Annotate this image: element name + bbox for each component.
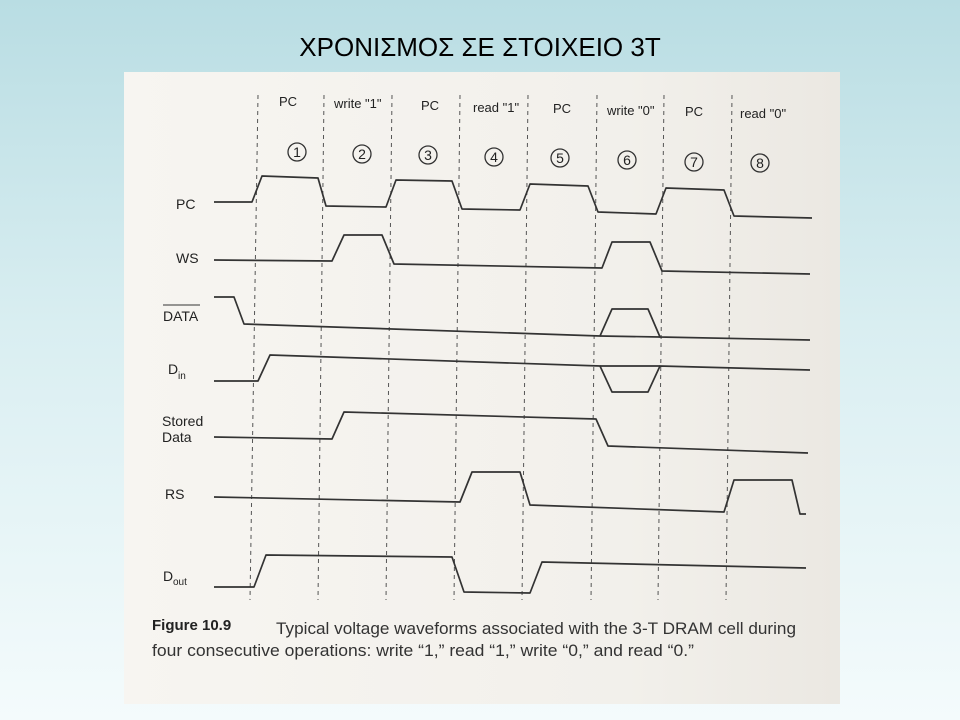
phase-op-label: read "1" bbox=[473, 100, 520, 115]
svg-text:2: 2 bbox=[358, 146, 366, 162]
phase-number bbox=[551, 149, 569, 167]
phase-line bbox=[658, 95, 664, 600]
svg-text:out: out bbox=[173, 577, 187, 588]
svg-text:DATA: DATA bbox=[163, 308, 199, 324]
phase-number bbox=[751, 154, 769, 172]
phase-line bbox=[250, 95, 258, 600]
phase-number bbox=[353, 145, 371, 163]
phase-op-label: PC bbox=[279, 94, 298, 109]
phase-line bbox=[318, 95, 324, 600]
phase-line bbox=[454, 95, 460, 600]
phase-grid bbox=[250, 95, 732, 600]
waveform-data-complement bbox=[600, 336, 660, 337]
phase-number bbox=[288, 143, 306, 161]
svg-text:in: in bbox=[178, 371, 186, 382]
signal-label-data bbox=[163, 305, 200, 324]
phase-number bbox=[685, 153, 703, 171]
signal-label-ws: WS bbox=[176, 250, 199, 266]
phase-line bbox=[591, 95, 597, 600]
svg-text:D: D bbox=[163, 568, 174, 584]
slide-title: ΧΡΟΝΙΣΜΟΣ ΣΕ ΣΤΟΙΧΕΙΟ 3Τ bbox=[299, 32, 661, 62]
phase-number bbox=[485, 148, 503, 166]
signal-label-stored: Stored bbox=[162, 413, 204, 429]
waveform-stored-data bbox=[214, 412, 808, 453]
phase-line bbox=[386, 95, 392, 600]
svg-text:3: 3 bbox=[424, 147, 432, 163]
waveform-data bbox=[214, 297, 810, 340]
waveform-rs bbox=[214, 472, 806, 514]
svg-text:4: 4 bbox=[490, 149, 498, 165]
phase-line bbox=[726, 95, 732, 600]
phase-op-label: read "0" bbox=[740, 106, 787, 121]
phase-line bbox=[522, 95, 528, 600]
waveform-dout bbox=[214, 555, 806, 593]
phase-op-label: PC bbox=[421, 98, 440, 113]
phase-op-label: write "0" bbox=[607, 103, 655, 118]
signal-label-rs: RS bbox=[165, 486, 185, 502]
svg-text:7: 7 bbox=[690, 154, 698, 170]
caption-line-1: Typical voltage waveforms associated with the 3-T DRAM cell during bbox=[276, 619, 796, 638]
signal-label-din bbox=[168, 361, 186, 382]
signal-label-pc: PC bbox=[176, 196, 196, 212]
svg-text:1: 1 bbox=[293, 144, 301, 160]
phase-op-label: write "1" bbox=[334, 96, 382, 111]
svg-text:D: D bbox=[168, 361, 179, 377]
figure-number: Figure 10.9 bbox=[152, 617, 232, 634]
waveform-pc bbox=[214, 176, 812, 218]
phase-number bbox=[618, 151, 636, 169]
waveform-ws bbox=[214, 235, 810, 274]
signal-label-stored-data: Data bbox=[162, 429, 192, 445]
svg-text:8: 8 bbox=[756, 155, 764, 171]
waveform-din bbox=[214, 355, 810, 392]
svg-text:5: 5 bbox=[556, 150, 564, 166]
phase-op-label: PC bbox=[685, 104, 704, 119]
signal-label-dout bbox=[163, 568, 187, 588]
phase-op-label: PC bbox=[553, 101, 572, 116]
caption-line-2: four consecutive operations: write “1,” read “1,” write “0,” and read “0.” bbox=[152, 641, 695, 660]
svg-text:6: 6 bbox=[623, 152, 631, 168]
phase-number bbox=[419, 146, 437, 164]
